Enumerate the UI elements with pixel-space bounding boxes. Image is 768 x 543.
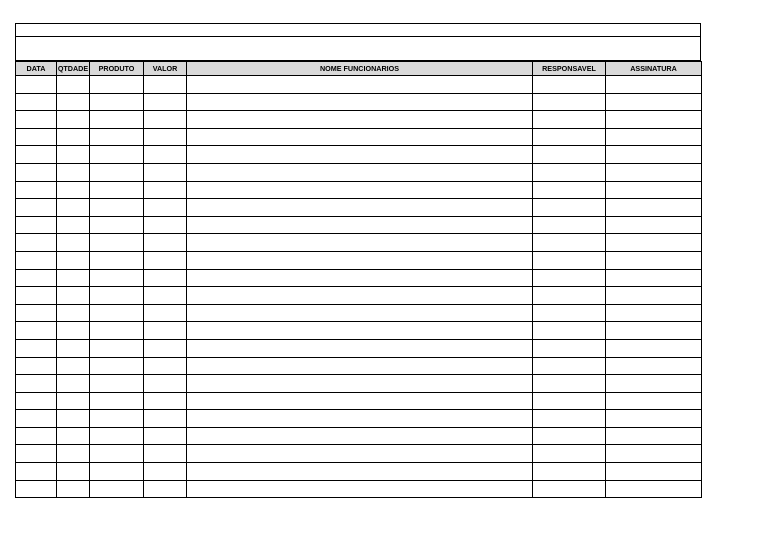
cell-assinatura[interactable] <box>606 339 702 357</box>
cell-data[interactable] <box>16 287 57 305</box>
cell-data[interactable] <box>16 199 57 217</box>
cell-responsavel[interactable] <box>533 199 606 217</box>
form-title-row <box>15 23 701 37</box>
cell-valor[interactable] <box>144 304 187 322</box>
cell-responsavel[interactable] <box>533 146 606 164</box>
table-row <box>16 463 702 481</box>
column-header-valor: VALOR <box>144 62 187 76</box>
cell-produto[interactable] <box>90 181 144 199</box>
column-header-data: DATA <box>16 62 57 76</box>
table-row <box>16 181 702 199</box>
cell-assinatura[interactable] <box>606 480 702 498</box>
cell-qtdade[interactable] <box>57 375 90 393</box>
cell-data[interactable] <box>16 480 57 498</box>
cell-responsavel[interactable] <box>533 322 606 340</box>
cell-qtdade[interactable] <box>57 410 90 428</box>
cell-qtdade[interactable] <box>57 199 90 217</box>
cell-responsavel[interactable] <box>533 287 606 305</box>
cell-produto[interactable] <box>90 480 144 498</box>
cell-valor[interactable] <box>144 339 187 357</box>
table-row <box>16 111 702 129</box>
table-row <box>16 304 702 322</box>
cell-nome-funcionarios[interactable] <box>187 93 533 111</box>
cell-responsavel[interactable] <box>533 392 606 410</box>
cell-qtdade[interactable] <box>57 234 90 252</box>
cell-produto[interactable] <box>90 339 144 357</box>
cell-qtdade[interactable] <box>57 163 90 181</box>
table-row <box>16 322 702 340</box>
cell-produto[interactable] <box>90 410 144 428</box>
cell-responsavel[interactable] <box>533 410 606 428</box>
cell-assinatura[interactable] <box>606 287 702 305</box>
cell-produto[interactable] <box>90 304 144 322</box>
cell-assinatura[interactable] <box>606 427 702 445</box>
cell-assinatura[interactable] <box>606 111 702 129</box>
cell-data[interactable] <box>16 339 57 357</box>
column-header-qtdade: QTDADE <box>57 62 90 76</box>
cell-assinatura[interactable] <box>606 375 702 393</box>
cell-assinatura[interactable] <box>606 357 702 375</box>
cell-nome-funcionarios[interactable] <box>187 216 533 234</box>
cell-valor[interactable] <box>144 146 187 164</box>
cell-valor[interactable] <box>144 163 187 181</box>
cell-nome-funcionarios[interactable] <box>187 322 533 340</box>
table-body <box>16 76 702 498</box>
cell-produto[interactable] <box>90 199 144 217</box>
table-row <box>16 480 702 498</box>
cell-qtdade[interactable] <box>57 339 90 357</box>
cell-valor[interactable] <box>144 269 187 287</box>
cell-produto[interactable] <box>90 251 144 269</box>
cell-valor[interactable] <box>144 234 187 252</box>
cell-produto[interactable] <box>90 93 144 111</box>
column-header-assinatura: ASSINATURA <box>606 62 702 76</box>
table-row <box>16 375 702 393</box>
cell-produto[interactable] <box>90 392 144 410</box>
cell-produto[interactable] <box>90 128 144 146</box>
cell-produto[interactable] <box>90 216 144 234</box>
table-row <box>16 269 702 287</box>
cell-produto[interactable] <box>90 234 144 252</box>
cell-qtdade[interactable] <box>57 76 90 94</box>
cell-assinatura[interactable] <box>606 181 702 199</box>
cell-nome-funcionarios[interactable] <box>187 269 533 287</box>
cell-responsavel[interactable] <box>533 234 606 252</box>
cell-data[interactable] <box>16 93 57 111</box>
cell-data[interactable] <box>16 463 57 481</box>
cell-qtdade[interactable] <box>57 463 90 481</box>
cell-nome-funcionarios[interactable] <box>187 410 533 428</box>
cell-responsavel[interactable] <box>533 251 606 269</box>
cell-qtdade[interactable] <box>57 111 90 129</box>
cell-produto[interactable] <box>90 375 144 393</box>
cell-valor[interactable] <box>144 357 187 375</box>
cell-valor[interactable] <box>144 93 187 111</box>
cell-nome-funcionarios[interactable] <box>187 427 533 445</box>
cell-produto[interactable] <box>90 427 144 445</box>
cell-valor[interactable] <box>144 287 187 305</box>
cell-data[interactable] <box>16 392 57 410</box>
table-row <box>16 128 702 146</box>
cell-qtdade[interactable] <box>57 287 90 305</box>
cell-qtdade[interactable] <box>57 427 90 445</box>
cell-produto[interactable] <box>90 287 144 305</box>
cell-data[interactable] <box>16 322 57 340</box>
cell-qtdade[interactable] <box>57 322 90 340</box>
cell-assinatura[interactable] <box>606 445 702 463</box>
cell-nome-funcionarios[interactable] <box>187 480 533 498</box>
cell-nome-funcionarios[interactable] <box>187 163 533 181</box>
cell-data[interactable] <box>16 304 57 322</box>
form-subtitle-row <box>15 37 701 61</box>
cell-nome-funcionarios[interactable] <box>187 392 533 410</box>
cell-qtdade[interactable] <box>57 93 90 111</box>
cell-qtdade[interactable] <box>57 357 90 375</box>
cell-assinatura[interactable] <box>606 304 702 322</box>
cell-produto[interactable] <box>90 322 144 340</box>
cell-qtdade[interactable] <box>57 216 90 234</box>
table-row <box>16 287 702 305</box>
cell-produto[interactable] <box>90 463 144 481</box>
cell-nome-funcionarios[interactable] <box>187 287 533 305</box>
cell-assinatura[interactable] <box>606 392 702 410</box>
cell-qtdade[interactable] <box>57 251 90 269</box>
cell-valor[interactable] <box>144 216 187 234</box>
cell-produto[interactable] <box>90 445 144 463</box>
table-row <box>16 93 702 111</box>
cell-assinatura[interactable] <box>606 234 702 252</box>
table-row <box>16 445 702 463</box>
cell-responsavel[interactable] <box>533 445 606 463</box>
cell-nome-funcionarios[interactable] <box>187 463 533 481</box>
cell-valor[interactable] <box>144 375 187 393</box>
cell-qtdade[interactable] <box>57 445 90 463</box>
cell-assinatura[interactable] <box>606 410 702 428</box>
cell-responsavel[interactable] <box>533 427 606 445</box>
cell-valor[interactable] <box>144 181 187 199</box>
cell-assinatura[interactable] <box>606 76 702 94</box>
cell-responsavel[interactable] <box>533 181 606 199</box>
cell-nome-funcionarios[interactable] <box>187 251 533 269</box>
cell-data[interactable] <box>16 181 57 199</box>
cell-data[interactable] <box>16 128 57 146</box>
cell-valor[interactable] <box>144 322 187 340</box>
cell-data[interactable] <box>16 234 57 252</box>
table-row <box>16 410 702 428</box>
table-row <box>16 251 702 269</box>
cell-valor[interactable] <box>144 111 187 129</box>
cell-valor[interactable] <box>144 251 187 269</box>
cell-produto[interactable] <box>90 146 144 164</box>
cell-valor[interactable] <box>144 392 187 410</box>
cell-nome-funcionarios[interactable] <box>187 181 533 199</box>
cell-data[interactable] <box>16 111 57 129</box>
cell-qtdade[interactable] <box>57 392 90 410</box>
cell-responsavel[interactable] <box>533 339 606 357</box>
table-row <box>16 76 702 94</box>
cell-qtdade[interactable] <box>57 480 90 498</box>
cell-responsavel[interactable] <box>533 463 606 481</box>
table-row <box>16 216 702 234</box>
cell-data[interactable] <box>16 269 57 287</box>
cell-nome-funcionarios[interactable] <box>187 128 533 146</box>
cell-assinatura[interactable] <box>606 128 702 146</box>
cell-responsavel[interactable] <box>533 163 606 181</box>
cell-valor[interactable] <box>144 445 187 463</box>
cell-produto[interactable] <box>90 111 144 129</box>
table-row <box>16 339 702 357</box>
cell-responsavel[interactable] <box>533 375 606 393</box>
cell-valor[interactable] <box>144 410 187 428</box>
cell-nome-funcionarios[interactable] <box>187 375 533 393</box>
cell-nome-funcionarios[interactable] <box>187 339 533 357</box>
cell-data[interactable] <box>16 410 57 428</box>
register-table <box>15 61 702 498</box>
table-row <box>16 234 702 252</box>
cell-nome-funcionarios[interactable] <box>187 199 533 217</box>
cell-valor[interactable] <box>144 199 187 217</box>
cell-data[interactable] <box>16 427 57 445</box>
cell-assinatura[interactable] <box>606 146 702 164</box>
cell-responsavel[interactable] <box>533 269 606 287</box>
cell-data[interactable] <box>16 216 57 234</box>
cell-assinatura[interactable] <box>606 93 702 111</box>
table-row <box>16 163 702 181</box>
form-sheet <box>15 23 701 498</box>
cell-qtdade[interactable] <box>57 181 90 199</box>
cell-responsavel[interactable] <box>533 111 606 129</box>
cell-nome-funcionarios[interactable] <box>187 445 533 463</box>
table-row <box>16 392 702 410</box>
cell-qtdade[interactable] <box>57 146 90 164</box>
cell-nome-funcionarios[interactable] <box>187 234 533 252</box>
cell-qtdade[interactable] <box>57 128 90 146</box>
cell-responsavel[interactable] <box>533 304 606 322</box>
cell-responsavel[interactable] <box>533 480 606 498</box>
table-header-row <box>16 62 702 76</box>
cell-responsavel[interactable] <box>533 93 606 111</box>
cell-nome-funcionarios[interactable] <box>187 357 533 375</box>
cell-responsavel[interactable] <box>533 76 606 94</box>
cell-valor[interactable] <box>144 128 187 146</box>
cell-produto[interactable] <box>90 269 144 287</box>
cell-assinatura[interactable] <box>606 269 702 287</box>
table-row <box>16 427 702 445</box>
table-row <box>16 357 702 375</box>
cell-nome-funcionarios[interactable] <box>187 76 533 94</box>
cell-qtdade[interactable] <box>57 304 90 322</box>
cell-produto[interactable] <box>90 76 144 94</box>
cell-assinatura[interactable] <box>606 216 702 234</box>
cell-assinatura[interactable] <box>606 322 702 340</box>
cell-assinatura[interactable] <box>606 163 702 181</box>
cell-data[interactable] <box>16 163 57 181</box>
cell-assinatura[interactable] <box>606 251 702 269</box>
cell-valor[interactable] <box>144 427 187 445</box>
cell-assinatura[interactable] <box>606 199 702 217</box>
cell-valor[interactable] <box>144 76 187 94</box>
cell-produto[interactable] <box>90 357 144 375</box>
column-header-nome-funcionarios: NOME FUNCIONARIOS <box>187 62 533 76</box>
cell-data[interactable] <box>16 146 57 164</box>
cell-nome-funcionarios[interactable] <box>187 304 533 322</box>
cell-assinatura[interactable] <box>606 463 702 481</box>
cell-qtdade[interactable] <box>57 269 90 287</box>
cell-responsavel[interactable] <box>533 128 606 146</box>
cell-data[interactable] <box>16 251 57 269</box>
cell-produto[interactable] <box>90 163 144 181</box>
cell-nome-funcionarios[interactable] <box>187 146 533 164</box>
cell-responsavel[interactable] <box>533 357 606 375</box>
cell-valor[interactable] <box>144 463 187 481</box>
cell-data[interactable] <box>16 76 57 94</box>
table-row <box>16 146 702 164</box>
cell-nome-funcionarios[interactable] <box>187 111 533 129</box>
column-header-produto: PRODUTO <box>90 62 144 76</box>
cell-data[interactable] <box>16 445 57 463</box>
table-row <box>16 199 702 217</box>
cell-data[interactable] <box>16 375 57 393</box>
column-header-responsavel: RESPONSAVEL <box>533 62 606 76</box>
cell-responsavel[interactable] <box>533 216 606 234</box>
cell-data[interactable] <box>16 357 57 375</box>
cell-valor[interactable] <box>144 480 187 498</box>
